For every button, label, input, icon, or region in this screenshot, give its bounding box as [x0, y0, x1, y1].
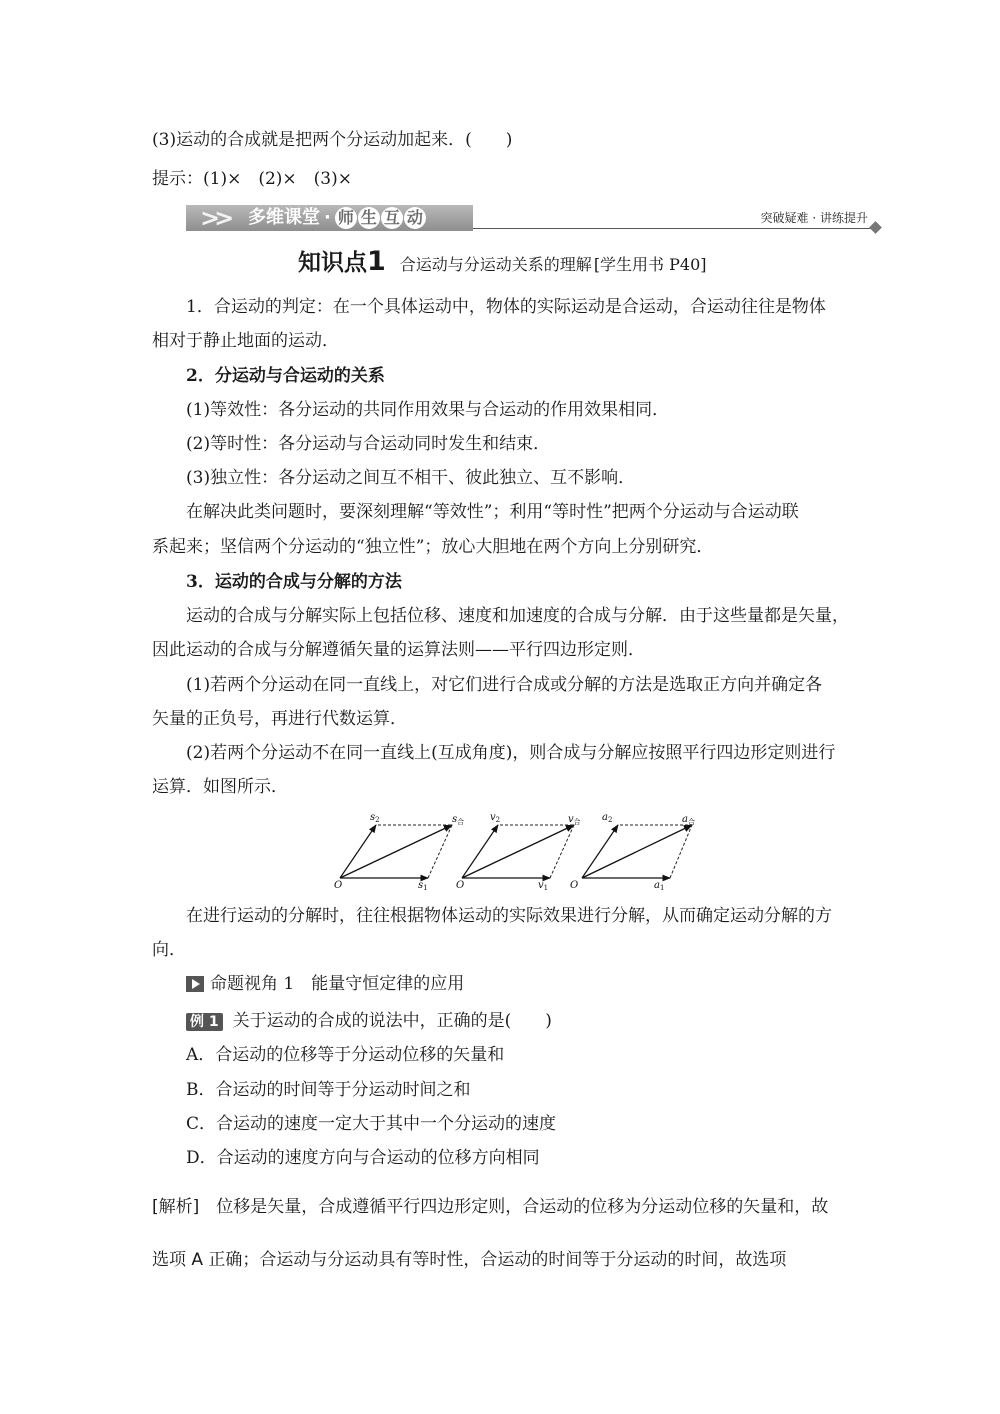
- label-a1: $a_1$: [654, 880, 665, 890]
- chevron-double-icon: >>: [200, 204, 229, 232]
- example-tag: 例 1: [186, 1013, 223, 1031]
- para-4b: 因此运动的合成与分解遵循矢量的运算法则——平行四边形定则．: [152, 640, 645, 660]
- label-a2: $a_2$: [602, 812, 613, 824]
- play-triangle-icon: [186, 976, 204, 992]
- vector-s-sum: [340, 825, 452, 878]
- label-s2: $s_2$: [370, 812, 380, 824]
- para-6b: 运算．如图所示．: [152, 777, 288, 797]
- banner-rule: [473, 228, 873, 229]
- para-1b: 相对于静止地面的运动．: [152, 331, 339, 351]
- para-1a: 1．合运动的判定：在一个具体运动中，物体的实际运动是合运动，合运动往往是物体: [186, 297, 826, 317]
- banner-title: [248, 206, 427, 230]
- section-banner: [186, 203, 886, 233]
- vector-v-sum: [462, 825, 574, 878]
- statement-3: (3)运动的合成就是把两个分运动加起来．( ): [152, 130, 513, 150]
- label-origin: O: [334, 880, 343, 890]
- knowledge-point-ref: [学生用书 P40]: [593, 255, 707, 274]
- heading-2: 2．分运动与合运动的关系: [186, 366, 385, 386]
- proposition-angle: [186, 973, 464, 995]
- parallelogram-diagram: [330, 808, 710, 890]
- banner-dot: ·: [324, 207, 331, 228]
- banner-char-4: 动: [404, 207, 426, 229]
- para-2c: (3)独立性：各分运动之间互不相干、彼此独立、互不影响．: [186, 468, 636, 488]
- option-c: C．合运动的速度一定大于其中一个分运动的速度: [186, 1114, 557, 1134]
- banner-subtitle: 突破疑难 · 讲练提升: [760, 211, 868, 225]
- banner-char-2: 生: [358, 207, 380, 229]
- knowledge-point-heading: [298, 247, 707, 278]
- label-v2: $v_2$: [490, 812, 501, 824]
- knowledge-point-label: 知识点: [298, 250, 367, 276]
- para-5a: (1)若两个分运动在同一直线上，对它们进行合成或分解的方法是选取正方向并确定各: [186, 675, 823, 695]
- proposition-angle-text: 命题视角 1 能量守恒定律的应用: [210, 974, 465, 994]
- para-5b: 矢量的正负号，再进行代数运算．: [152, 709, 407, 729]
- banner-char-1: 师: [335, 207, 357, 229]
- panel-v: [456, 812, 581, 890]
- label-origin: O: [456, 880, 465, 890]
- para-7b: 向．: [152, 940, 186, 960]
- dashed-side: [670, 825, 692, 878]
- para-2b: (2)等时性：各分运动与合运动同时发生和结束．: [186, 434, 551, 454]
- label-origin: O: [570, 880, 579, 890]
- label-a-sum: $a_合$: [682, 814, 695, 826]
- para-3a: 在解决此类问题时，要深刻理解“等效性”；利用“等时性”把两个分运动与合运动联: [186, 502, 799, 522]
- knowledge-point-title: 合运动与分运动关系的理解: [399, 255, 592, 274]
- example-question: [186, 1010, 552, 1032]
- panel-s: [334, 812, 464, 890]
- para-3b: 系起来；坚信两个分运动的“独立性”；放心大胆地在两个方向上分别研究．: [152, 537, 714, 557]
- dashed-side: [550, 825, 574, 878]
- example-question-text: 关于运动的合成的说法中，正确的是( ): [232, 1011, 552, 1031]
- label-v1: $v_1$: [538, 880, 549, 890]
- analysis-line-1: [解析] 位移是矢量，合成遵循平行四边形定则，合运动的位移为分运动位移的矢量和，故: [152, 1197, 829, 1217]
- vector-a-sum: [582, 825, 692, 878]
- dashed-side: [428, 825, 452, 878]
- diamond-icon: [869, 221, 882, 234]
- banner-title-a: 多维课堂: [248, 207, 320, 228]
- knowledge-point-number: 1: [367, 246, 386, 277]
- heading-3: 3．运动的合成与分解的方法: [186, 572, 402, 592]
- banner-char-3: 互: [381, 207, 403, 229]
- label-v-sum: $v_合$: [568, 814, 581, 826]
- para-4a: 运动的合成与分解实际上包括位移、速度和加速度的合成与分解．由于这些量都是矢量，: [186, 606, 849, 626]
- vector-a2: [582, 825, 618, 878]
- option-d: D．合运动的速度方向与合运动的位移方向相同: [186, 1148, 540, 1168]
- option-a: A．合运动的位移等于分运动位移的矢量和: [186, 1045, 505, 1065]
- para-7a: 在进行运动的分解时，往往根据物体运动的实际效果进行分解，从而确定运动分解的方: [186, 906, 832, 926]
- label-s1: $s_1$: [418, 880, 428, 890]
- para-2a: (1)等效性：各分运动的共同作用效果与合运动的作用效果相同．: [186, 400, 670, 420]
- label-s-sum: $s_合$: [452, 814, 465, 826]
- analysis-line-2: 选项 A 正确；合运动与分运动具有等时性，合运动的时间等于分运动的时间，故选项: [152, 1250, 787, 1270]
- panel-a: [570, 812, 695, 890]
- hint-answers: 提示：(1)× (2)× (3)×: [152, 169, 352, 189]
- option-b: B．合运动的时间等于分运动时间之和: [186, 1080, 471, 1100]
- para-6a: (2)若两个分运动不在同一直线上(互成角度)，则合成与分解应按照平行四边形定则进行: [186, 743, 836, 763]
